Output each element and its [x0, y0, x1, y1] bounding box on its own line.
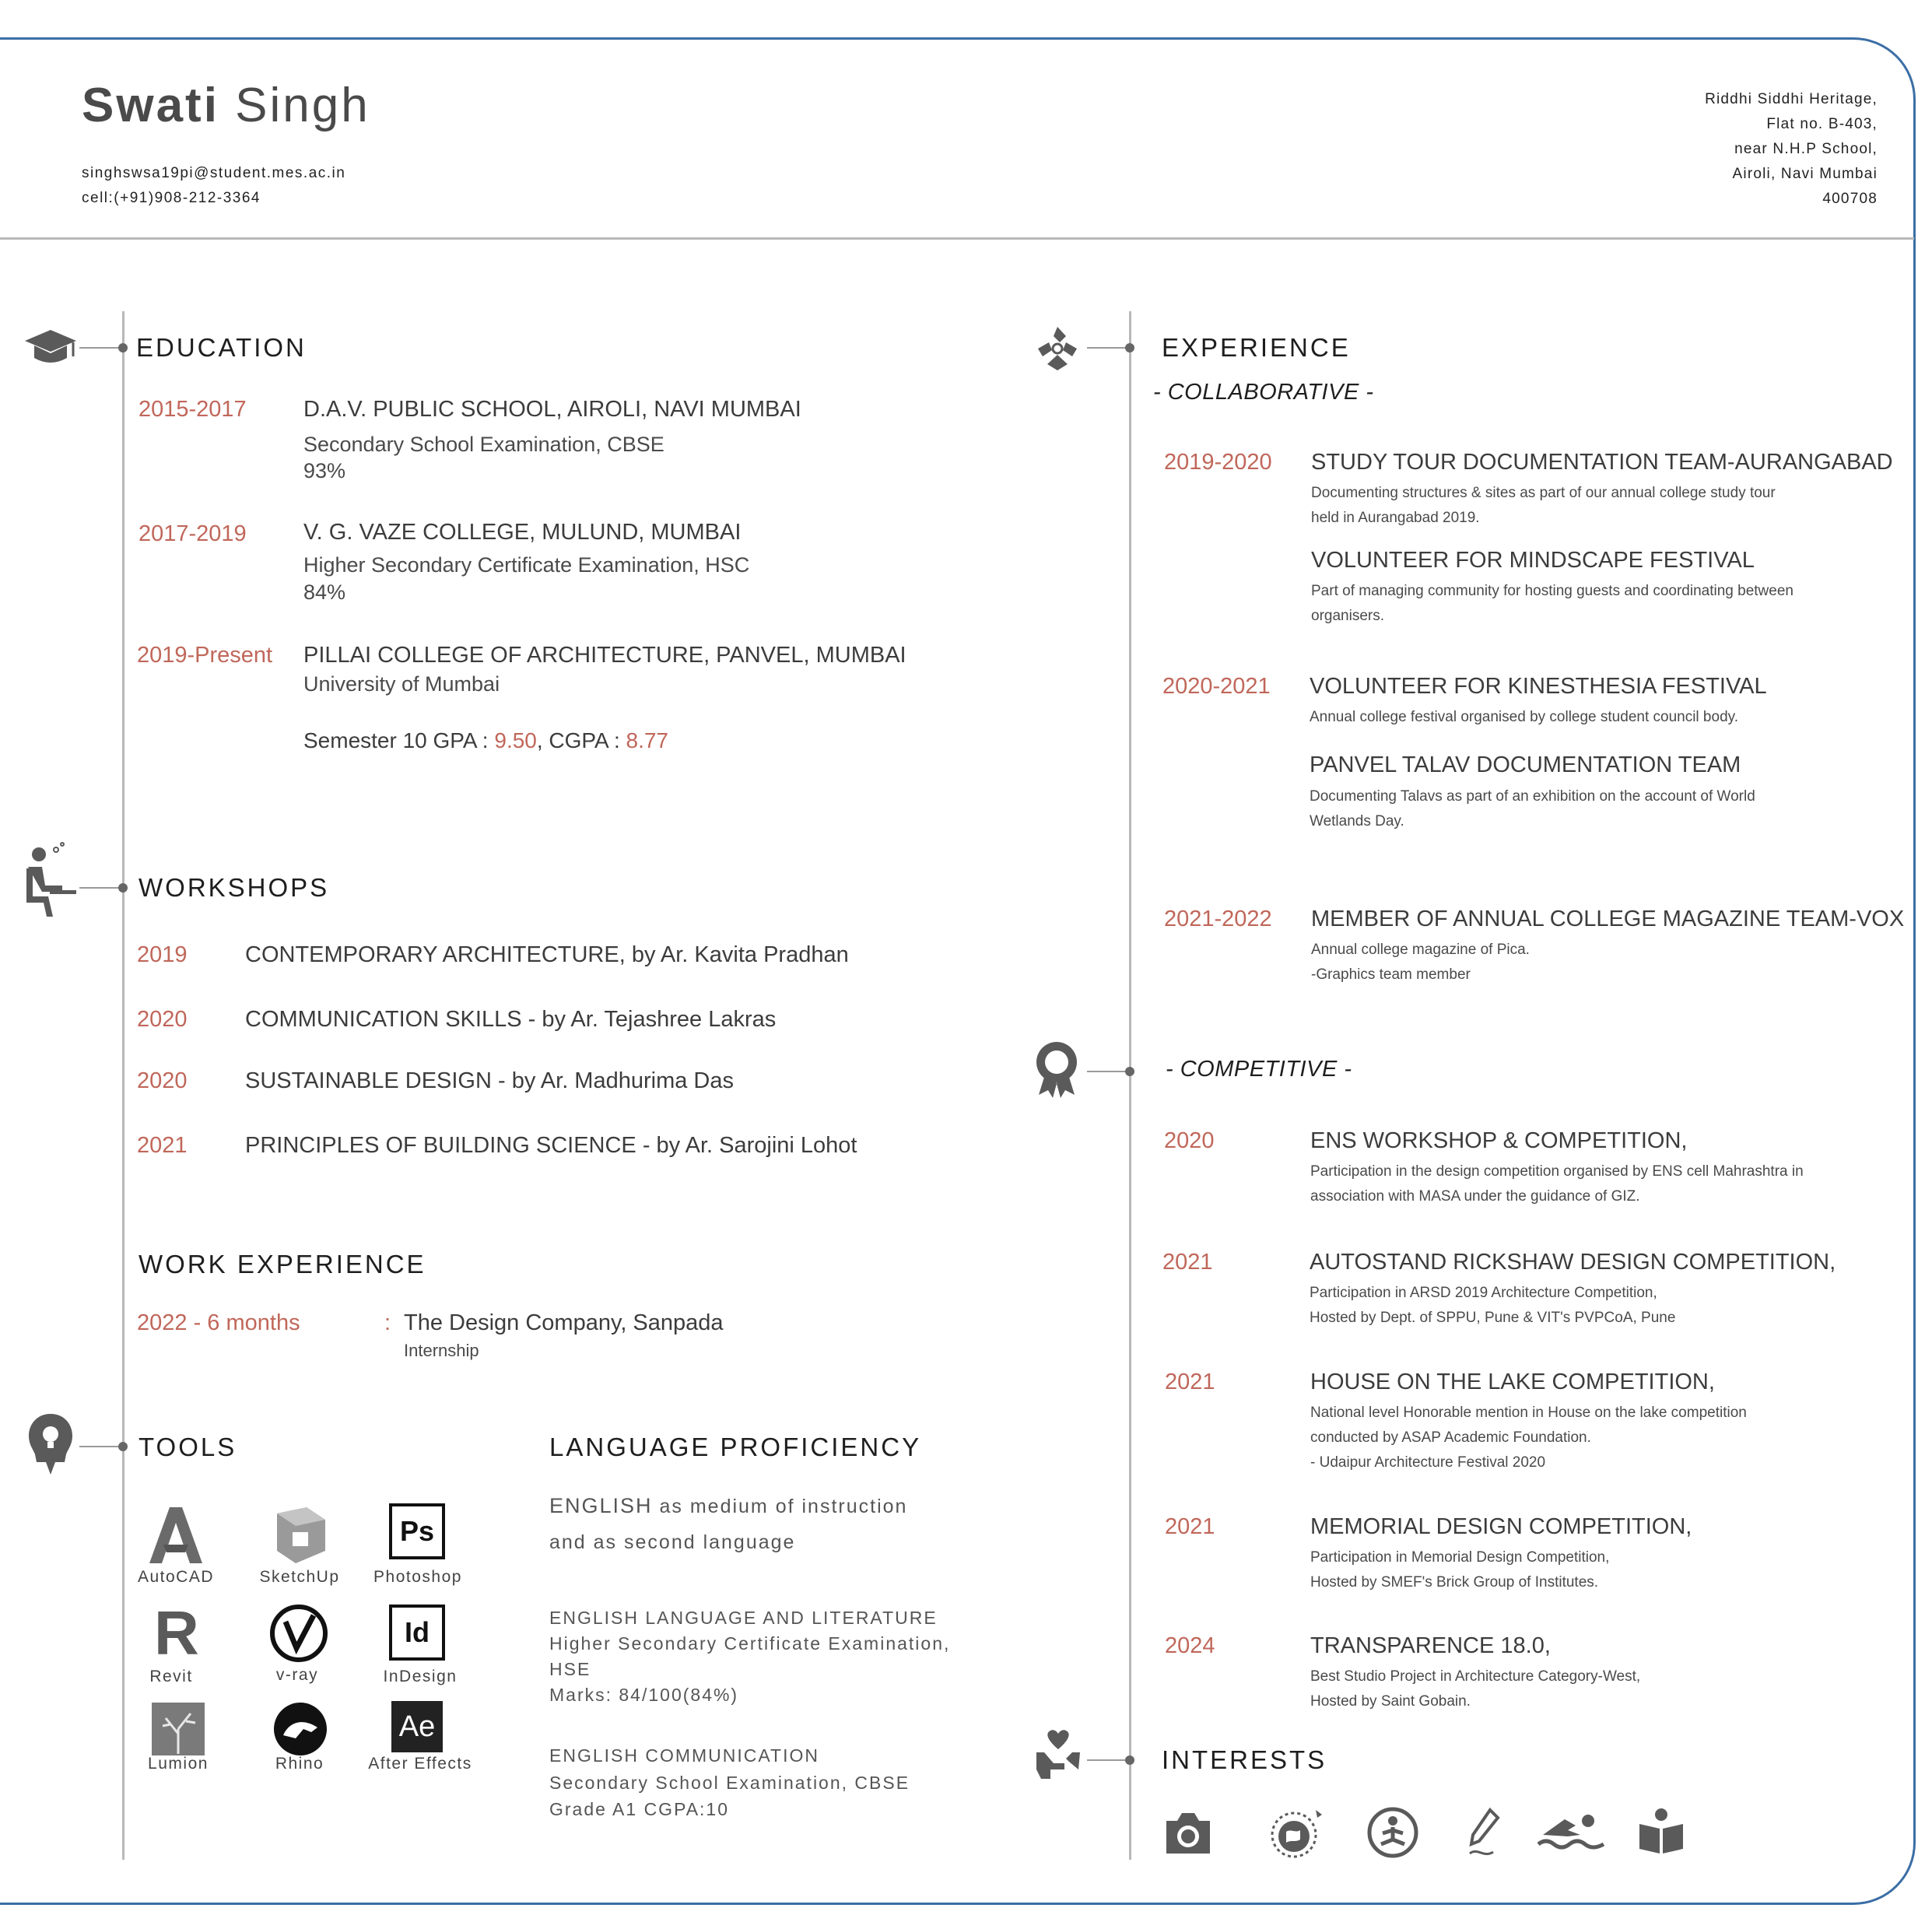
student-desk-icon — [22, 842, 78, 918]
experience-desc: organisers. — [1311, 608, 1384, 624]
lightbulb-head-icon — [27, 1412, 74, 1476]
meditation-icon — [1366, 1805, 1420, 1860]
competition-title: TRANSPARENCE 18.0, — [1310, 1633, 1551, 1658]
work-colon: : — [384, 1310, 391, 1335]
timeline-dot — [118, 1442, 128, 1451]
education-years: 2015-2017 — [139, 397, 247, 422]
language-detail: HSE — [549, 1659, 591, 1679]
header-divider — [0, 237, 1914, 240]
language-intro: ENGLISH as medium of instruction — [549, 1494, 908, 1517]
competition-desc: Participation in ARSD 2019 Architecture Competition, — [1310, 1285, 1657, 1301]
education-title: EDUCATION — [136, 333, 307, 362]
address-line: Riddhi Siddhi Heritage, — [1705, 91, 1878, 107]
competition-desc: Participation in the design competition organised by ENS cell Mahrashtra in — [1310, 1163, 1804, 1180]
competition-desc: Hosted by Dept. of SPPU, Pune & VIT's PVPCoA, Pune — [1310, 1310, 1676, 1326]
sketchup-icon — [272, 1506, 328, 1565]
competition-desc: association with MASA under the guidance of GIZ. — [1310, 1188, 1640, 1205]
language-title: LANGUAGE PROFICIENCY — [549, 1433, 922, 1461]
experience-title-item: MEMBER OF ANNUAL COLLEGE MAGAZINE TEAM-VOX — [1311, 907, 1905, 931]
address-block — [1705, 87, 1878, 212]
swimming-icon — [1537, 1812, 1605, 1855]
tool-label: After Effects — [368, 1755, 472, 1773]
education-school: D.A.V. PUBLIC SCHOOL, AIROLI, NAVI MUMBAI — [303, 397, 801, 422]
work-company: The Design Company, Sanpada — [404, 1310, 724, 1335]
language-block-title: ENGLISH LANGUAGE AND LITERATURE — [549, 1608, 938, 1628]
experience-desc: Documenting Talavs as part of an exhibition on the account of World — [1310, 788, 1755, 805]
photoshop-icon: Ps — [389, 1503, 445, 1559]
tool-label: Rhino — [275, 1755, 324, 1773]
language-block-title: ENGLISH COMMUNICATION — [549, 1745, 819, 1766]
workshop-year: 2020 — [137, 1068, 188, 1093]
collaborative-label: - COLLABORATIVE - — [1153, 380, 1374, 405]
experience-desc: Annual college festival organised by college student council body. — [1310, 709, 1738, 725]
experience-desc: Part of managing community for hosting guests and coordinating between — [1311, 583, 1793, 599]
experience-title-item: VOLUNTEER FOR MINDSCAPE FESTIVAL — [1311, 548, 1755, 573]
experience-title-item: PANVEL TALAV DOCUMENTATION TEAM — [1310, 752, 1741, 777]
connector — [79, 887, 122, 889]
candidate-name: Swati Singh — [82, 79, 370, 132]
after-effects-icon: Ae — [391, 1701, 443, 1752]
interests-title: INTERESTS — [1162, 1745, 1327, 1774]
address-line: Airoli, Navi Mumbai — [1732, 166, 1878, 182]
reading-book-icon — [1638, 1807, 1685, 1855]
competition-title: MEMORIAL DESIGN COMPETITION, — [1310, 1514, 1692, 1539]
work-role: Internship — [404, 1341, 479, 1360]
left-timeline — [122, 311, 124, 1860]
experience-desc: Wetlands Day. — [1310, 813, 1404, 829]
competition-title: AUTOSTAND RICKSHAW DESIGN COMPETITION, — [1310, 1250, 1836, 1275]
autocad-icon — [148, 1506, 204, 1565]
address-line: near N.H.P School, — [1734, 141, 1878, 157]
workshop-text: CONTEMPORARY ARCHITECTURE, by Ar. Kavita Pradhan — [245, 942, 849, 967]
tool-label: InDesign — [383, 1668, 458, 1685]
competition-desc: Hosted by SMEF's Brick Group of Institutes. — [1310, 1574, 1599, 1591]
indesign-icon: Id — [389, 1605, 445, 1661]
workshop-year: 2021 — [137, 1133, 188, 1158]
workshop-year: 2020 — [137, 1007, 188, 1032]
competition-desc: Participation in Memorial Design Competition, — [1310, 1549, 1610, 1566]
work-experience-title: WORK EXPERIENCE — [139, 1250, 426, 1278]
gpa-line: Semester 10 GPA : 9.50, CGPA : 8.77 — [303, 728, 668, 752]
revit-icon: R — [154, 1598, 199, 1668]
experience-desc: held in Aurangabad 2019. — [1311, 510, 1480, 526]
rhino-icon — [272, 1701, 328, 1757]
address-line: Flat no. B-403, — [1766, 116, 1878, 132]
email: singhswsa19pi@student.mes.ac.in — [82, 165, 346, 181]
tool-label: AutoCAD — [137, 1568, 215, 1586]
vray-icon — [268, 1603, 329, 1664]
tool-label: v-ray — [275, 1666, 319, 1684]
education-years: 2019-Present — [137, 643, 273, 668]
work-period: 2022 - 6 months — [137, 1310, 300, 1335]
heart-hands-icon — [1033, 1726, 1083, 1780]
competition-desc: conducted by ASAP Academic Foundation. — [1310, 1429, 1591, 1446]
workshops-title: WORKSHOPS — [139, 873, 330, 902]
language-detail: Marks: 84/100(84%) — [549, 1685, 739, 1705]
connector — [1087, 347, 1130, 349]
education-school: PILLAI COLLEGE OF ARCHITECTURE, PANVEL, MUMBAI — [303, 643, 906, 668]
address-line: 400708 — [1822, 191, 1878, 207]
tools-title: TOOLS — [139, 1433, 237, 1461]
language-detail: Higher Secondary Certificate Examination, — [549, 1633, 951, 1654]
timeline-dot — [118, 343, 128, 352]
competition-desc: Hosted by Saint Gobain. — [1310, 1693, 1471, 1710]
education-years: 2017-2019 — [139, 521, 247, 546]
experience-title-item: VOLUNTEER FOR KINESTHESIA FESTIVAL — [1310, 674, 1767, 699]
workshop-text: PRINCIPLES OF BUILDING SCIENCE - by Ar. Sarojini Lohot — [245, 1133, 857, 1158]
experience-title-item: STUDY TOUR DOCUMENTATION TEAM-AURANGABAD — [1311, 450, 1893, 475]
timeline-dot — [1125, 1067, 1134, 1076]
experience-year: 2019-2020 — [1164, 450, 1272, 475]
graduation-cap-icon — [23, 327, 78, 370]
connector — [1087, 1759, 1130, 1761]
tool-label: SketchUp — [259, 1568, 340, 1586]
competition-desc: Best Studio Project in Architecture Category-West, — [1310, 1668, 1641, 1685]
camera-icon — [1163, 1810, 1213, 1855]
connector — [79, 1446, 122, 1447]
connector — [1087, 1071, 1130, 1072]
language-detail: Secondary School Examination, CBSE — [549, 1773, 910, 1793]
tool-label: Lumion — [148, 1755, 209, 1773]
experience-year: 2020-2021 — [1162, 674, 1271, 699]
timeline-dot — [118, 883, 128, 893]
sketching-pencil-icon — [1467, 1807, 1506, 1861]
experience-desc: Documenting structures & sites as part of our annual college study tour — [1311, 485, 1776, 501]
teamwork-hands-icon — [1032, 325, 1083, 372]
language-detail: Grade A1 CGPA:10 — [549, 1799, 730, 1819]
workshop-year: 2019 — [137, 942, 188, 967]
competition-desc: - Udaipur Architecture Festival 2020 — [1310, 1454, 1546, 1471]
award-ribbon-icon — [1033, 1040, 1081, 1100]
cell-phone: cell:(+91)908-212-3364 — [82, 190, 261, 206]
experience-desc: Annual college magazine of Pica. — [1311, 942, 1530, 958]
education-score: 93% — [303, 459, 346, 482]
connector — [79, 347, 122, 349]
timeline-dot — [1125, 1755, 1134, 1765]
experience-desc: -Graphics team member — [1311, 966, 1471, 983]
competition-title: ENS WORKSHOP & COMPETITION, — [1310, 1128, 1688, 1153]
lumion-icon — [152, 1703, 205, 1755]
workshop-text: COMMUNICATION SKILLS - by Ar. Tejashree Lakras — [245, 1007, 777, 1032]
workshop-text: SUSTAINABLE DESIGN - by Ar. Madhurima Das — [245, 1068, 734, 1093]
education-university: University of Mumbai — [303, 672, 500, 696]
competition-year: 2021 — [1165, 1370, 1215, 1394]
timeline-dot — [1125, 343, 1134, 352]
education-exam: Higher Secondary Certificate Examination, HSC — [303, 553, 750, 577]
competition-year: 2024 — [1165, 1633, 1215, 1658]
experience-title: EXPERIENCE — [1162, 333, 1351, 362]
experience-year: 2021-2022 — [1164, 907, 1272, 931]
competitive-label: - COMPETITIVE - — [1166, 1057, 1352, 1082]
travel-globe-icon — [1264, 1805, 1327, 1860]
competition-year: 2021 — [1165, 1514, 1215, 1539]
competition-desc: National level Honorable mention in House on the lake competition — [1310, 1405, 1747, 1421]
competition-year: 2020 — [1164, 1128, 1215, 1153]
competition-title: HOUSE ON THE LAKE COMPETITION, — [1310, 1370, 1715, 1394]
education-score: 84% — [303, 580, 346, 604]
education-exam: Secondary School Examination, CBSE — [303, 433, 664, 456]
tool-label: Revit — [149, 1668, 193, 1685]
tool-label: Photoshop — [373, 1568, 462, 1586]
education-school: V. G. VAZE COLLEGE, MULUND, MUMBAI — [303, 520, 742, 545]
right-timeline — [1129, 311, 1131, 1860]
language-intro-line2: and as second language — [549, 1531, 796, 1553]
competition-year: 2021 — [1162, 1250, 1213, 1275]
